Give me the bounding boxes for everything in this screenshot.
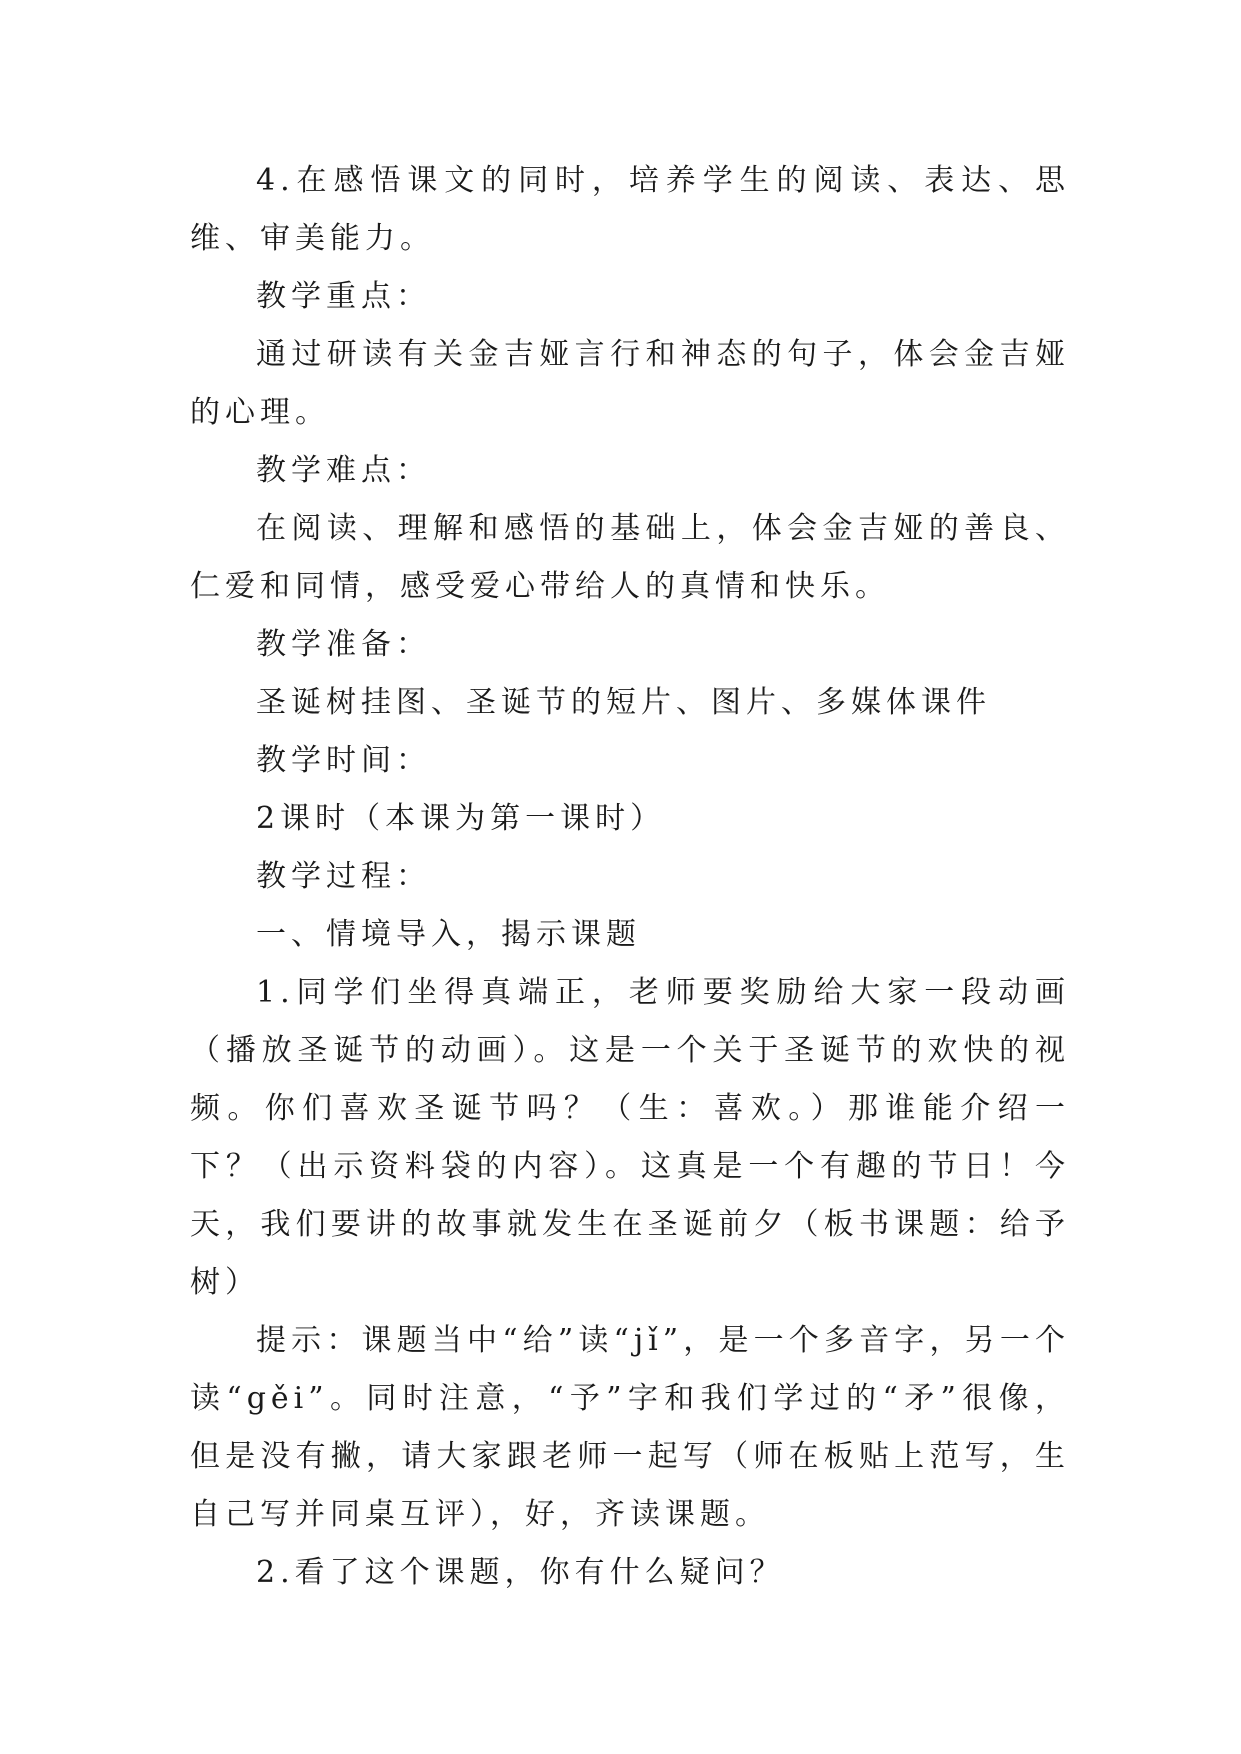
hint-paragraph: 提示：课题当中“给”读“jǐ”，是一个多音字，另一个读“gěi”。同时注意，“予”字和我们学过的“矛”很像，但是没有撇，请大家跟老师一起写（师在板贴上范写，生自己写并同桌互评），好，齐读课题。 — [190, 1323, 1070, 1532]
document-body — [190, 152, 1070, 1602]
teaching-time-text: 2课时（本课为第一课时） — [256, 801, 666, 836]
teaching-difficulty-heading: 教学难点： — [256, 453, 431, 488]
teaching-preparation-text: 圣诞树挂图、圣诞节的短片、图片、多媒体课件 — [256, 685, 991, 720]
teaching-focus-text: 通过研读有关金吉娅言行和神态的句子，体会金吉娅的心理。 — [190, 337, 1070, 430]
objective-4-paragraph: 4.在感悟课文的同时，培养学生的阅读、表达、思维、审美能力。 — [190, 163, 1070, 256]
teaching-time-heading: 教学时间： — [256, 743, 431, 778]
teaching-difficulty-text: 在阅读、理解和感悟的基础上，体会金吉娅的善良、仁爱和同情，感受爱心带给人的真情和快乐。 — [190, 511, 1070, 604]
teaching-focus-heading: 教学重点： — [256, 279, 431, 314]
step-2-paragraph: 2.看了这个课题，你有什么疑问？ — [256, 1555, 785, 1590]
section-1-heading: 一、情境导入，揭示课题 — [256, 917, 641, 952]
teaching-preparation-heading: 教学准备： — [256, 627, 431, 662]
teaching-process-heading: 教学过程： — [256, 859, 431, 894]
step-1-paragraph: 1.同学们坐得真端正，老师要奖励给大家一段动画（播放圣诞节的动画）。这是一个关于圣诞节的欢快的视频。你们喜欢圣诞节吗？（生：喜欢。）那谁能介绍一下？（出示资料袋的内容）。这真是一个有趣的节日！今天，我们要讲的故事就发生在圣诞前夕（板书课题：给予树） — [190, 975, 1070, 1300]
